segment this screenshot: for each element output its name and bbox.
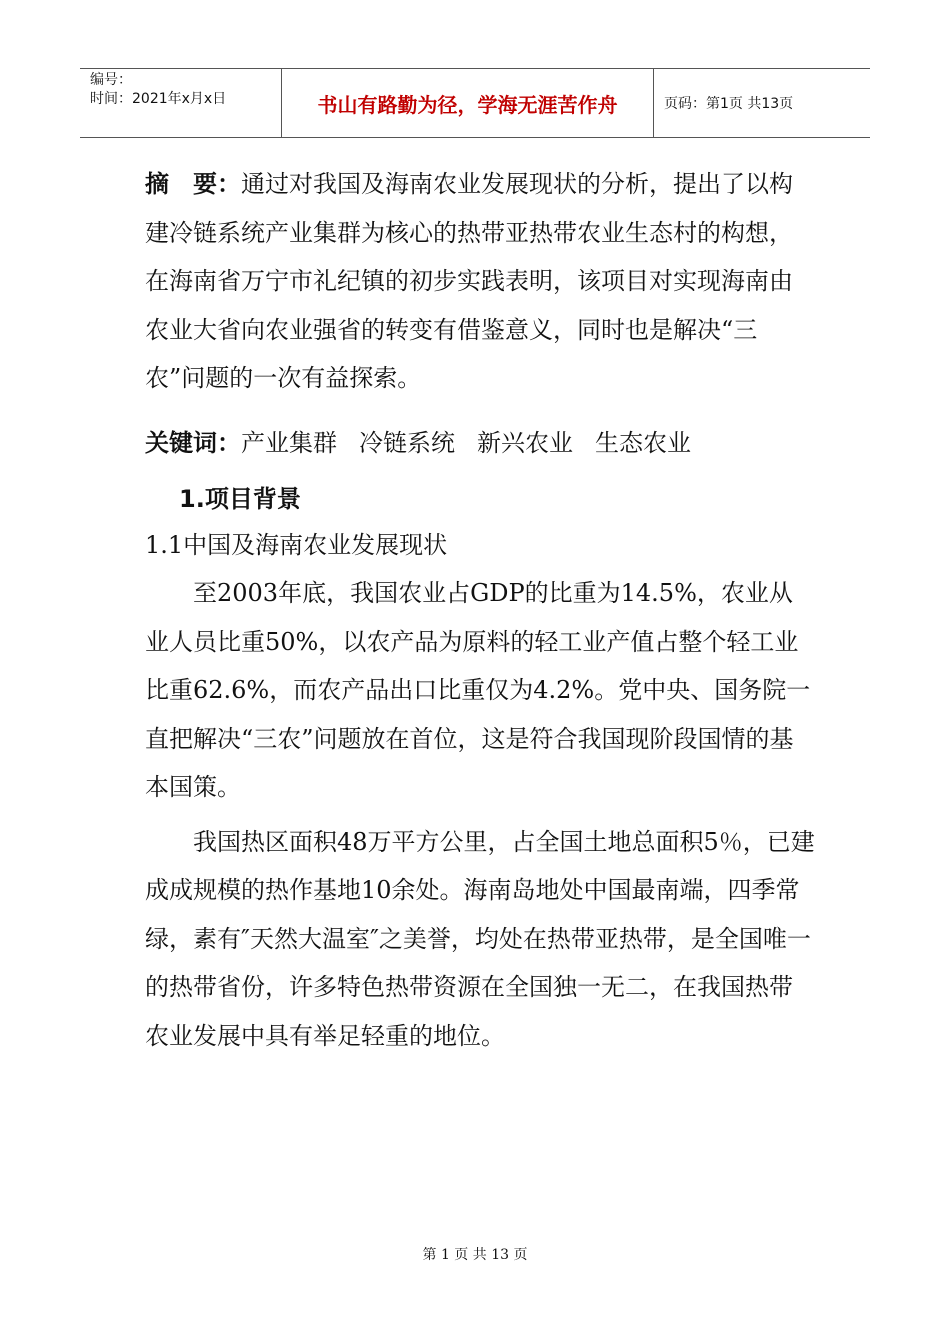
- body-paragraph: 我国热区面积48万平方公里，占全国土地总面积5％，已建成成规模的热作基地10余处。海南岛地处中国最南端，四季常绿，素有″天然大温室″之美誉，均处在热带亚热带，是全国唯一的热带省份，许多特色热带资源在全国独一无二，在我国热带农业发展中具有举足轻重的地位。: [145, 827, 815, 1050]
- header-number-label: 编号：: [90, 72, 132, 88]
- page-header: [80, 68, 870, 138]
- subsection-title: 1.1中国及海南农业发展现状: [145, 531, 448, 559]
- header-motto: 书山有路勤为径，学海无涯苦作舟: [282, 69, 654, 137]
- abstract-paragraph: [145, 160, 815, 403]
- body-paragraph: 至2003年底，我国农业占GDP的比重为14.5%，农业从业人员比重50%，以农产品为原料的轻工业产值占整个轻工业比重62.6%，而农产品出口比重仅为4.2%。党中央、国务院一直把解决“三农”问题放在首位，这是符合我国现阶段国情的基本国策。: [145, 579, 811, 801]
- header-time-label: 时间：2021年x月x日: [90, 91, 227, 107]
- keyword-item: 新兴农业: [477, 428, 573, 457]
- abstract-label: 摘 要：: [145, 170, 241, 198]
- page-footer: 第 1 页 共 13 页: [422, 1247, 528, 1263]
- keyword-item: 产业集群: [241, 428, 337, 457]
- abstract-text: 通过对我国及海南农业发展现状的分析，提出了以构建冷链系统产业集群为核心的热带亚热带农业生态村的构想，在海南省万宁市礼纪镇的初步实践表明，该项目对实现海南由农业大省向农业强省的转变有借鉴意义，同时也是解决“三农”问题的一次有益探索。: [145, 170, 793, 392]
- keyword-item: 冷链系统: [359, 428, 455, 457]
- section-title: 1.项目背景: [179, 485, 301, 513]
- keywords-label: 关键词：: [145, 428, 241, 457]
- header-page-info: 页码：第1页 共13页: [664, 96, 794, 112]
- header-meta: [80, 69, 282, 137]
- keywords-line: [145, 419, 815, 468]
- document-body: [145, 160, 815, 1060]
- keyword-item: 生态农业: [595, 428, 691, 457]
